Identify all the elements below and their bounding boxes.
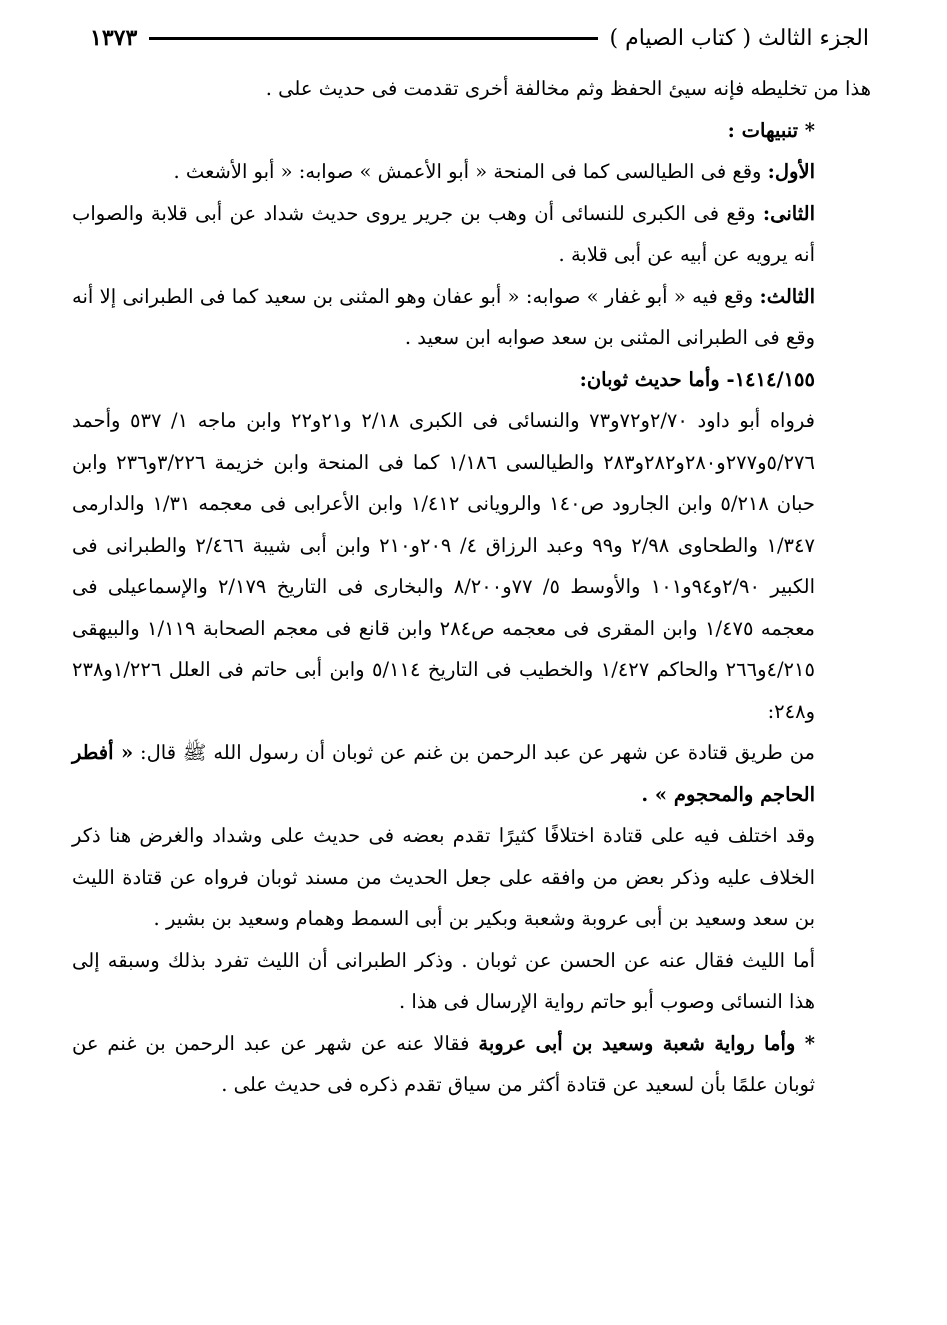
page-number: ١٣٧٣ [90, 25, 138, 51]
note-second-label: الثانى: [762, 201, 815, 225]
notes-heading: * تنبيهات : [727, 118, 815, 142]
section-heading: ١٤١٤/١٥٥- وأما حديث ثوبان: [579, 367, 815, 391]
hadith-quote: « أفطر الحاجم والمحجوم » . [72, 741, 815, 806]
chain-paragraph [72, 732, 871, 815]
shuba-paragraph [72, 1023, 871, 1106]
note-first [72, 151, 871, 193]
header-rule [149, 37, 597, 40]
note-third [72, 276, 871, 359]
note-third-label: الثالث: [759, 284, 815, 308]
page-body [72, 68, 871, 1106]
shuba-text: فقالا عنه عن شهر عن عبد الرحمن بن غنم عن ثوبان علمًا بأن لسعيد عن قتادة أكثر من سياق تقدم ذكره فى حديث على . [72, 1031, 815, 1096]
sources-paragraph: فرواه أبو داود ٢/٧٠و٧٢و٧٣ والنسائى فى الكبرى ٢/١٨ و٢١و٢٢ وابن ماجه ١/ ٥٣٧ وأحمد ٥/٢٧٦و٢٧٧و٢٨٠و٢٨٢و٢٨٣ والطيالسى ١/١٨٦ كما فى المنحة وابن خزيمة ٣/٢٢٦و٢٣٦ وابن حبان ٥/٢١٨ وابن الجارود ص١٤٠ والرويانى ١/٤١٢ وابن الأعرابى فى معجمه ١/٣١ والدارمى ١/٣٤٧ والطحاوى ٢/٩٨ و٩٩ وعبد الرزاق ٤/ ٢٠٩و٢١٠ وابن أبى شيبة ٢/٤٦٦ والطبرانى فى الكبير ٢/٩٠و٩٤و١٠١ والأوسط ٥/ ٧٧و٨/٢٠٠ والبخارى فى التاريخ ٢/١٧٩ والإسماعيلى فى معجمه ١/٤٧٥ وابن المقرى فى معجمه ص٢٨٤ وابن قانع فى معجم الصحابة ١/١١٩ والبيهقى ٤/٢١٥و٢٦٦ والحاكم ١/٤٢٧ والخطيب فى التاريخ ٥/١١٤ وابن أبى حاتم فى العلل ١/٢٢٦و٢٣٨ و٢٤٨: [72, 409, 815, 723]
running-title: الجزء الثالث ( كتاب الصيام ) [609, 25, 869, 51]
note-second [72, 193, 871, 276]
layth-paragraph: أما الليث فقال عنه عن الحسن عن ثوبان . وذكر الطبرانى أن الليث تفرد بذلك وسبقه إلى هذا النسائى وصوب أبو حاتم رواية الإرسال فى هذا . [72, 948, 815, 1013]
disagreement-paragraph: وقد اختلف فيه على قتادة اختلافًا كثيرًا تقدم بعضه فى حديث على وشداد والغرض هنا ذكر الخلاف عليه وذكر بعض من وافقه على جعل الحديث من مسند ثوبان فرواه عن قتادة الليث بن سعد وسعيد بن أبى عروبة وشعبة وبكير بن أبى السمط وهمام وسعيد بن بشير . [72, 824, 815, 930]
note-second-text: وقع فى الكبرى للنسائى أن وهب بن جرير يروى حديث شداد عن أبى قلابة والصواب أنه يرويه عن أبيه عن أبى قلابة . [72, 201, 815, 266]
intro-paragraph: هذا من تخليطه فإنه سيئ الحفظ وثم مخالفة أخرى تقدمت فى حديث على . [265, 77, 871, 100]
note-third-text: وقع فيه « أبو غفار » صوابه: « أبو عفان وهو المثنى بن سعيد كما فى الطبرانى إلا أنه وقع فى الطبرانى المثنى بن سعد صوابه ابن سعيد . [72, 284, 815, 349]
shuba-lead: * وأما رواية شعبة وسعيد بن أبى عروبة [478, 1031, 815, 1055]
page-header [90, 18, 869, 58]
note-first-text: وقع فى الطيالسى كما فى المنحة « أبو الأعمش » صوابه: « أبو الأشعث . [173, 160, 768, 183]
note-first-label: الأول: [767, 160, 815, 183]
chain-text: من طريق قتادة عن شهر عن عبد الرحمن بن غنم عن ثوبان أن رسول الله ﷺ قال: [140, 741, 815, 764]
